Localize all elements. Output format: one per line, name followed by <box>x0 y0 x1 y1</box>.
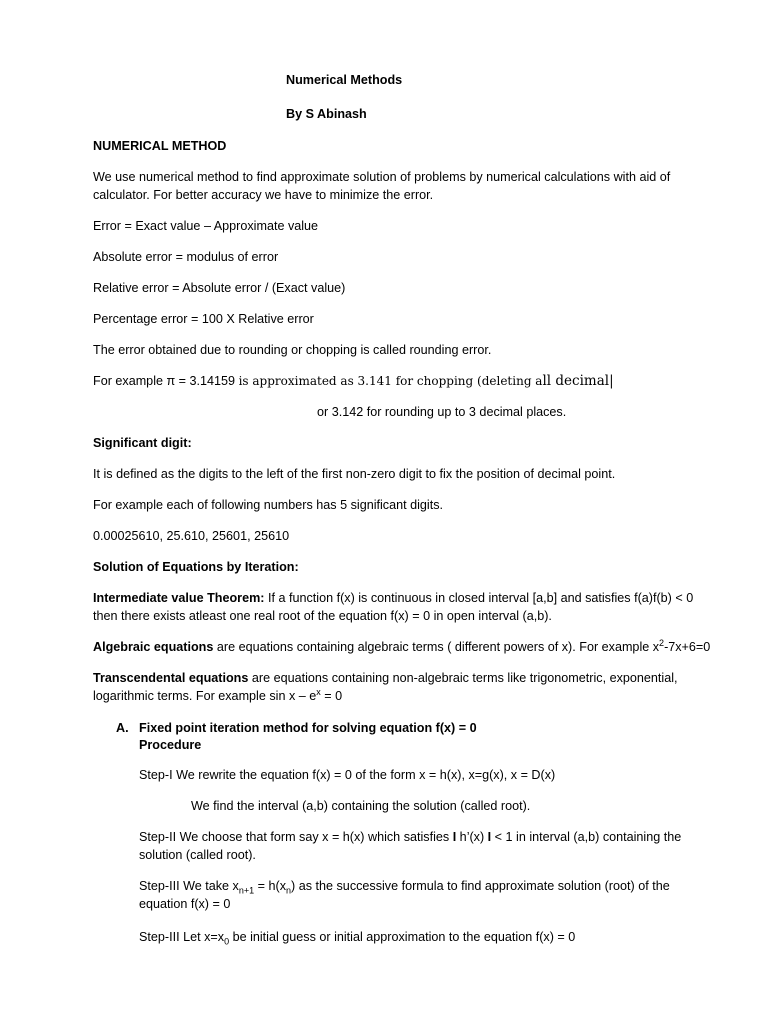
percentage-error-definition: Percentage error = 100 X Relative error <box>93 312 314 326</box>
intro-line-2: calculator. For better accuracy we have to minimize the error. <box>93 188 434 202</box>
significant-digit-definition: It is defined as the digits to the left of the first non-zero digit to fix the position of decimal point. <box>93 467 616 481</box>
relative-error-definition: Relative error = Absolute error / (Exact value) <box>93 281 346 295</box>
step-2-line-1 <box>139 828 681 846</box>
step-2-line-2: solution (called root). <box>139 848 256 862</box>
step-4-text-b: be initial guess or initial approximation to the equation f(x) = 0 <box>229 930 576 944</box>
ivt-line-1 <box>93 589 693 607</box>
step-3-subscript-n: n <box>286 885 292 896</box>
step-2-text-b: < 1 in interval (a,b) containing the <box>491 830 682 844</box>
ivt-text-1: If a function f(x) is continuous in closed interval [a,b] and satisfies f(a)f(b) < 0 <box>264 591 694 605</box>
algebraic-equations-line <box>93 638 710 656</box>
transcendental-label: Transcendental equations <box>93 671 249 685</box>
transcendental-exponent: x <box>316 686 321 697</box>
document-title: Numerical Methods <box>286 73 403 87</box>
section-heading-numerical-method: NUMERICAL METHOD <box>93 139 227 153</box>
step-3-subscript-n-plus-1: n+1 <box>238 885 255 896</box>
step-2-derivative: h’(x) <box>456 830 488 844</box>
absolute-error-definition: Absolute error = modulus of error <box>93 250 279 264</box>
method-a-title: Fixed point iteration method for solving equation f(x) = 0 <box>139 721 477 735</box>
step-4-line <box>139 928 575 946</box>
step-2-text-a: Step-II We choose that form say x = h(x) which satisfies <box>139 830 453 844</box>
intro-line-1: We use numerical method to find approximate solution of problems by numerical calculations with aid of <box>93 170 671 184</box>
transcendental-line-1 <box>93 669 678 687</box>
step-3-line-1 <box>139 877 670 895</box>
transcendental-line-2 <box>93 687 342 705</box>
abs-bar-right: I <box>487 830 492 844</box>
step-4-text-a: Step-III Let x=x <box>139 930 225 944</box>
step-1: Step-I We rewrite the equation f(x) = 0 of the form x = h(x), x=g(x), x = D(x) <box>139 768 556 782</box>
section-heading-iteration: Solution of Equations by Iteration: <box>93 560 299 574</box>
method-a-procedure: Procedure <box>139 738 202 752</box>
ivt-label: Intermediate value Theorem: <box>93 591 265 605</box>
rounding-error-definition: The error obtained due to rounding or chopping is called rounding error. <box>93 343 492 357</box>
significant-digit-numbers: 0.00025610, 25.610, 25601, 25610 <box>93 529 290 543</box>
algebraic-exponent: 2 <box>659 637 665 648</box>
step-4-subscript-0: 0 <box>224 936 230 947</box>
example-pi-line <box>93 372 614 390</box>
step-3-text-c: ) as the successive formula to find approximate solution (root) of the <box>291 879 670 893</box>
transcendental-text-2b: = 0 <box>320 689 343 703</box>
example-pi-chopping-end: ll decimal| <box>542 373 614 389</box>
step-3-text-a: Step-III We take x <box>139 879 239 893</box>
error-definition: Error = Exact value – Approximate value <box>93 219 319 233</box>
transcendental-text-2a: logarithmic terms. For example sin x – e <box>93 689 317 703</box>
significant-digit-example: For example each of following numbers has 5 significant digits. <box>93 498 444 512</box>
step-3-line-2: equation f(x) = 0 <box>139 897 231 911</box>
example-pi-rounding: or 3.142 for rounding up to 3 decimal places. <box>317 405 567 419</box>
example-pi-lead: For example π = 3.14159 <box>93 374 236 388</box>
abs-bar-left: I <box>452 830 457 844</box>
method-a-label: A. <box>116 721 129 735</box>
algebraic-label: Algebraic equations <box>93 640 214 654</box>
step-3-text-b: = h(x <box>254 879 286 893</box>
algebraic-text: are equations containing algebraic terms ( different powers of x). For example x <box>213 640 660 654</box>
algebraic-tail: -7x+6=0 <box>664 640 711 654</box>
example-pi-chopping: is approximated as 3.141 for chopping (deleting a <box>238 374 543 388</box>
ivt-line-2: then there exists atleast one real root of the equation f(x) = 0 in open interval (a,b). <box>93 609 552 623</box>
section-heading-significant-digit: Significant digit: <box>93 436 192 450</box>
document-author: By S Abinash <box>286 107 367 121</box>
transcendental-text-1: are equations containing non-algebraic terms like trigonometric, exponential, <box>248 671 678 685</box>
step-1-sub: We find the interval (a,b) containing the solution (called root). <box>191 799 531 813</box>
